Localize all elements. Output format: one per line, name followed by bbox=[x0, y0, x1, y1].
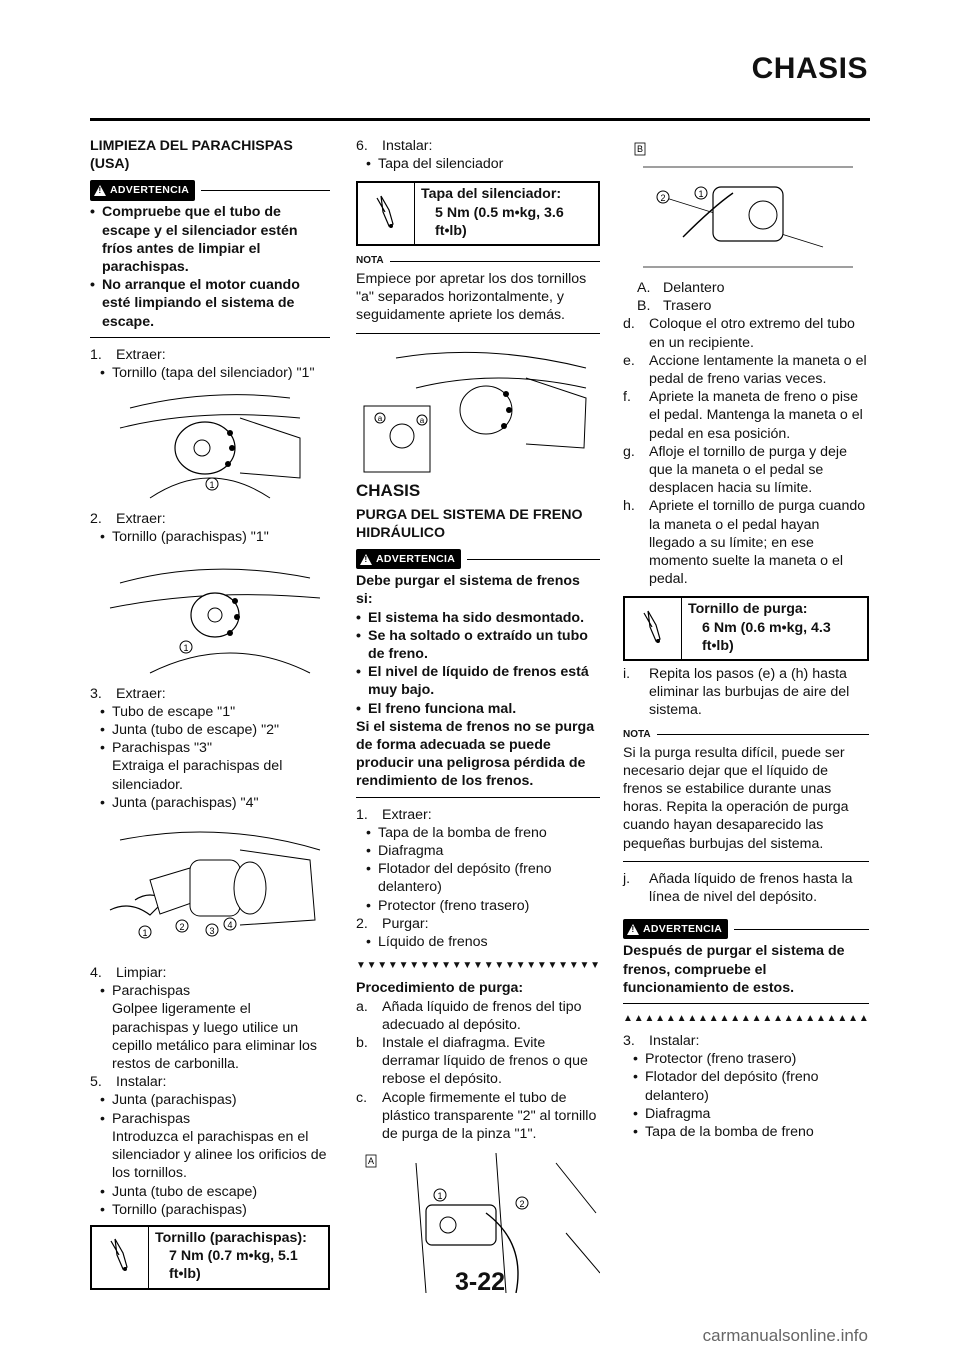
nota-label: NOTA bbox=[356, 254, 384, 266]
watermark: carmanualsonline.info bbox=[702, 1326, 868, 1345]
page-number: 3-22 bbox=[454, 1268, 506, 1296]
figure-muffler-screws bbox=[356, 348, 600, 476]
torque-spec-bleed-screw: Tornillo de purga: 6 Nm (0.6 m•kg, 4.3 ft•lb) bbox=[623, 596, 869, 661]
figure-muffler-cap bbox=[90, 388, 330, 504]
warning-item: Compruebe que el tubo de escape y el silenciador estén fríos antes de limpiar el parachispas. bbox=[102, 204, 298, 276]
column-1: LIMPIEZA DEL PARACHISPAS (USA) ! ADVERTENCIA • Compruebe que el tubo de escape y el silenciador estén fríos antes de limpiar el parachispas. • No arranque el motor cuando esté limpiando el sistema de escape. 1. Extraer: • Tornillo (tapa del silenciador) "1" 1 2. Extraer: • Tornillo (parachispas) "1" 1 3. Extraer: • Tubo de escape "1" • Junta (tubo de escape) "2" • Parachispas "3" Extraiga el parachispas del silenciador. • Junta (parachispas) "4" 1 2 3 4 4. Limpiar: • Parachispas Golpee ligeramente el parachispas y luego utilice un cepillo metálico para eliminar los restos de carbonilla. 5. Instalar: • Junta (parachispas) • Parachispas Introduzca el parachispas en el silenciador y alinee los orificios de los tornillos. • Junta (tubo de escape) • Tornillo (parachispas) Tornillo (parachispas): 7 Nm (0.7 m•kg, 5.1 ft•lb) bbox=[90, 137, 330, 1290]
column-3: B 2 1 A. Delantero B. Trasero d. Coloque el otro extremo del tubo en un recipiente. e. Accione lentamente la maneta o el pedal de freno varias veces. f. Apriete la maneta de freno o pise el pedal. Mantenga la maneta o el pedal en esa posición. g. Afloje el tornillo de purga y deje que la maneta o el pedal se desplacen hacia su límite. h. Apriete el tornillo de purga cuando la maneta o el pedal hayan llegado a su límite; en ese momento suelte la maneta o el pedal. Tornillo de purga: 6 Nm (0.6 m•kg, 4.3 ft•lb) i. Repita los pasos (e) a (h) hasta eliminar las burbujas de aire del sistema. NOTA Si la purga resulta difícil, puede ser necesario dejar que el líquido de frenos se estabilice durante unas horas. Repita la operación de purga cuando hayan desaparecido las pequeñas burbujas del sistema. j. Añada líquido de frenos hasta la línea de nivel del depósito. ! ADVERTENCIA Después de purgar el sistema de frenos, compruebe el funcionamiento de estos. ▲ ▲ ▲ ▲ ▲ ▲ ▲ ▲ ▲ ▲ ▲ ▲ ▲ ▲ ▲ ▲ ▲ ▲ ▲ ▲ ▲ ▲ ▲ 3. Instalar: • Protector (freno trasero) • Flotador del depósito (freno delantero) • Diafragma • Tapa de la bomba de freno bbox=[623, 137, 869, 1141]
section-title-spark-arrester: LIMPIEZA DEL PARACHISPAS (USA) bbox=[90, 138, 293, 173]
figure-exhaust-parts bbox=[90, 820, 330, 958]
figure-spark-arrester-bolt bbox=[90, 553, 330, 679]
svg-text:1: 1 bbox=[698, 189, 704, 199]
callout-1: 1 bbox=[209, 480, 215, 491]
torque-spec-muffler-cap: Tapa del silenciador: 5 Nm (0.5 m•kg, 3.6 ft•lb) bbox=[356, 181, 600, 246]
svg-text:1: 1 bbox=[142, 928, 148, 939]
figure-rear-caliper bbox=[623, 137, 869, 277]
warning-icon: ! bbox=[94, 185, 106, 196]
svg-text:B: B bbox=[636, 144, 644, 154]
procedure-start-marker: ▼ ▼ ▼ ▼ ▼ ▼ ▼ ▼ ▼ ▼ ▼ ▼ ▼ ▼ ▼ ▼ ▼ ▼ ▼ ▼ ▼ ▼ ▼ bbox=[356, 960, 600, 972]
header-rule bbox=[90, 118, 870, 121]
warning-item: No arranque el motor cuando esté limpiando el sistema de escape. bbox=[102, 277, 300, 330]
nota-text: Empiece por apretar los dos tornillos "a" separados horizontalmente, y seguidamente apriete los demás. bbox=[356, 268, 600, 334]
warning-icon: ! bbox=[360, 554, 372, 565]
svg-text:2: 2 bbox=[660, 193, 666, 203]
warning-icon: ! bbox=[627, 924, 639, 935]
chasis-subheading: CHASIS bbox=[356, 480, 421, 500]
svg-text:4: 4 bbox=[227, 920, 233, 931]
svg-text:a: a bbox=[377, 413, 383, 423]
torque-wrench-icon bbox=[638, 609, 668, 649]
svg-text:1: 1 bbox=[437, 1191, 443, 1202]
svg-text:A: A bbox=[367, 1156, 375, 1167]
procedure-end-marker: ▲ ▲ ▲ ▲ ▲ ▲ ▲ ▲ ▲ ▲ ▲ ▲ ▲ ▲ ▲ ▲ ▲ ▲ ▲ ▲ ▲ ▲ ▲ bbox=[623, 1012, 869, 1024]
step-label: Extraer: bbox=[116, 346, 166, 363]
svg-text:1: 1 bbox=[183, 642, 189, 653]
warning-badge: ! ADVERTENCIA bbox=[90, 180, 195, 200]
section-title-brake-bleed: PURGA DEL SISTEMA DE FRENO HIDRÁULICO bbox=[356, 506, 583, 542]
svg-text:a: a bbox=[419, 415, 425, 425]
svg-text:2: 2 bbox=[179, 922, 185, 933]
torque-spec-spark-arrester: Tornillo (parachispas): 7 Nm (0.7 m•kg, 5.1 ft•lb) bbox=[90, 1225, 330, 1290]
warning-box: ! ADVERTENCIA • Compruebe que el tubo de escape y el silenciador estén fríos antes de limpiar el parachispas. • No arranque el motor cuando esté limpiando el sistema de escape. bbox=[90, 181, 330, 337]
page-header-title: CHASIS bbox=[751, 52, 868, 85]
step-bullet: Tornillo (tapa del silenciador) "1" bbox=[112, 365, 315, 382]
svg-text:3: 3 bbox=[209, 926, 215, 937]
column-2: 6. Instalar: • Tapa del silenciador Tapa del silenciador: 5 Nm (0.5 m•kg, 3.6 ft•lb) NOTA Empiece por apretar los dos tornillos "a" separados horizontalmente, y seguidamente apriete los demás. a a CHASIS PURGA DEL SISTEMA DE FRENO HIDRÁULICO ! ADVERTENCIA Debe purgar el sistema de frenos si: • El sistema ha sido desmontado. • Se ha soltado o extraído un tubo de freno. • El nivel de líquido de frenos está muy bajo. • El freno funciona mal. Si el sistema de frenos no se purga de forma adecuada se puede producir una peligrosa pérdida de rendimiento de los frenos. 1. Extraer: • Tapa de la bomba de freno • Diafragma • Flotador del depósito (freno delantero) • Protector (freno trasero) 2. Purgar: • Líquido de frenos ▼ ▼ ▼ ▼ ▼ ▼ ▼ ▼ ▼ ▼ ▼ ▼ ▼ ▼ ▼ ▼ ▼ ▼ ▼ ▼ ▼ ▼ ▼ Procedimiento de purga: a. Añada líquido de frenos del tipo adecuado al depósito. b. Instale el diafragma. Evite derramar líquido de frenos o que rebose el depósito. c. Acople firmemente el tubo de plástico transparente "2" al tornillo de purga de la pinza "1". A 1 2 bbox=[356, 137, 600, 1293]
svg-text:2: 2 bbox=[519, 1199, 525, 1210]
torque-wrench-icon bbox=[371, 194, 401, 234]
